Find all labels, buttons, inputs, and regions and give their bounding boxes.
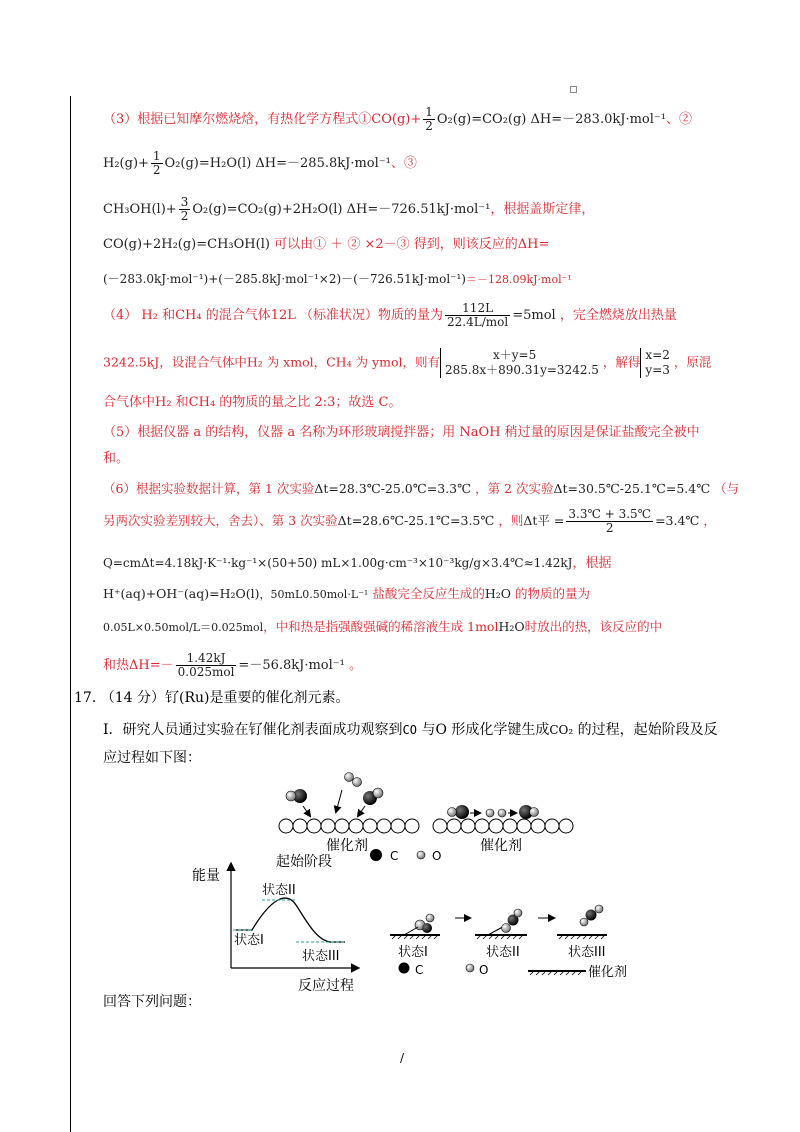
fraction: $\frac{1}{2}$ bbox=[425, 105, 433, 133]
state2-illustration-label: 状态II bbox=[486, 945, 520, 960]
solution-line-13: Q=cmΔt=4.18kJ·K⁻¹·kg⁻¹×(50+50) mL×1.00g·cm⁻³×10⁻³kg/g×3.4℃≈1.42kJ，根据 bbox=[103, 556, 612, 571]
solution-line-10: 和。 bbox=[103, 451, 130, 466]
legend2-o-icon bbox=[466, 964, 474, 972]
legend-o-label: O bbox=[432, 849, 442, 863]
solution-line-7: 3242.5kJ，设混合气体中H₂ 为 xmol，CH₄ 为 ymol，则有 x＋y=5 285.8x＋890.31y=3242.5 ，解得 x=2 y=3 ，原混 bbox=[103, 348, 712, 377]
catalyst-row-right bbox=[433, 819, 573, 833]
question-17-para: Ⅰ．研究人员通过实验在钌催化剂表面成功观察到CO 与O 形成化学键生成CO₂ 的过程，起始阶段及反 bbox=[103, 722, 718, 738]
catalyst-label-left: 催化剂 bbox=[326, 838, 368, 854]
catalyst-row-left bbox=[279, 819, 419, 833]
solution-line-5: (－283.0kJ·mol⁻¹)+(－285.8kJ·mol⁻¹×2)－(－726.51kJ·mol⁻¹)＝－128.09kJ·mol⁻¹ bbox=[103, 272, 572, 286]
legend-c-icon bbox=[370, 849, 382, 861]
solution-line-14: H⁺(aq)+OH⁻(aq)=H₂O(l)，50mL0.50mol·L⁻¹ 盐酸完全反应生成的H₂O 的物质的量为 bbox=[103, 586, 591, 601]
solution-line-1: （3）根据已知摩尔燃烧焓，有热化学方程式①CO(g)+ $\frac{1}{2}$ O₂(g)=CO₂(g) ΔH=－283.0kJ·mol⁻¹、② bbox=[103, 105, 692, 133]
start-molecules bbox=[286, 773, 383, 817]
state1-label: 状态I bbox=[234, 933, 264, 948]
state3-label: 状态III bbox=[302, 949, 340, 964]
legend2-catalyst-label: 催化剂 bbox=[588, 965, 628, 980]
text: （3）根据已知摩尔燃烧焓，有热化学方程式①CO(g)+ bbox=[103, 112, 422, 127]
axis-y-label: 能量 bbox=[192, 868, 220, 884]
solution-line-8: 合气体中H₂ 和CH₄ 的物质的量之比 2:3；故选 C。 bbox=[103, 395, 402, 410]
legend2-c-icon bbox=[399, 963, 410, 974]
equation: O₂(g)=CO₂(g) ΔH=－283.0kJ·mol⁻¹ bbox=[436, 112, 666, 127]
equation-system: x＋y=5 285.8x＋890.31y=3242.5 bbox=[440, 348, 599, 378]
legend2-c-label: C bbox=[415, 963, 424, 977]
footer-mark: / bbox=[400, 1051, 405, 1065]
solution-line-2: H₂(g)+ $\frac{1}{2}$ O₂(g)=H₂O(l) ΔH=－285.8kJ·mol⁻¹、③ bbox=[103, 149, 417, 177]
state1-illustration-label: 状态I bbox=[398, 945, 428, 960]
solution-line-16: 和热ΔH=－ $\frac{1.42kJ}{\text{0.025mol}}$ =－56.8kJ·mol⁻¹ 。 bbox=[103, 651, 363, 679]
solution-line-11: （6）根据实验数据计算，第 1 次实验Δt=28.3℃-25.0℃=3.3℃ ，第 2 次实验Δt=30.5℃-25.1℃=5.4℃ （与 bbox=[103, 481, 740, 496]
left-margin-rule bbox=[70, 96, 71, 1132]
state3-illustration-label: 状态III bbox=[568, 945, 606, 960]
question-17-header: 17. （14 分）钌(Ru)是重要的催化剂元素。 bbox=[74, 690, 350, 706]
solution-line-12: 另两次实验差别较大，舍去）、第 3 次实验Δt=28.6℃-25.1℃=3.5℃ ，则Δt平 = $\frac{3.3℃ + 3.5℃}{2}$ =3.4℃ ， bbox=[103, 507, 716, 535]
adsorbed-molecules bbox=[448, 805, 539, 819]
solution-line-3: CH₃OH(l)+ $\frac{3}{2}$ O₂(g)=CO₂(g)+2H₂O(l) ΔH=－726.51kJ·mol⁻¹，根据盖斯定律， bbox=[103, 195, 595, 223]
axis-x-label: 反应过程 bbox=[298, 978, 354, 994]
state2-label: 状态II bbox=[262, 883, 296, 898]
header-mark bbox=[570, 86, 577, 93]
states-illustration bbox=[390, 905, 627, 980]
energy-diagram bbox=[192, 864, 358, 994]
solution-line-6: （4） H₂ 和CH₄ 的混合气体12L （标准状况）物质的量为 $\frac{112L}{\text{22.4L/mol}}$ =5mol ，完全燃烧放出热量 bbox=[103, 301, 677, 329]
catalyst-label-right: 催化剂 bbox=[480, 838, 522, 854]
question-17-para-cont: 应过程如下图： bbox=[103, 750, 201, 766]
legend-c-label: C bbox=[390, 849, 399, 863]
solution-line-9: （5）根据仪器 a 的结构，仪器 a 名称为环形玻璃搅拌器；用 NaOH 稍过量的原因是保证盐酸完全被中 bbox=[103, 425, 700, 440]
energy-curve bbox=[236, 898, 345, 942]
legend-o-icon bbox=[417, 851, 425, 859]
solution-line-15: 0.05L×0.50mol/L＝0.025mol，中和热是指强酸强碱的稀溶液生成 1molH₂O时放出的热，该反应的中 bbox=[103, 619, 663, 634]
solution-line-4: CO(g)+2H₂(g)=CH₃OH(l) 可以由① ＋ ② ×2－③ 得到，则该反应的ΔH= bbox=[103, 237, 550, 252]
start-stage-label: 起始阶段 bbox=[276, 854, 332, 870]
solution-system: x=2 y=3 bbox=[640, 348, 669, 378]
answer-prompt: 回答下列问题： bbox=[103, 994, 201, 1010]
legend2-o-label: O bbox=[479, 963, 489, 977]
